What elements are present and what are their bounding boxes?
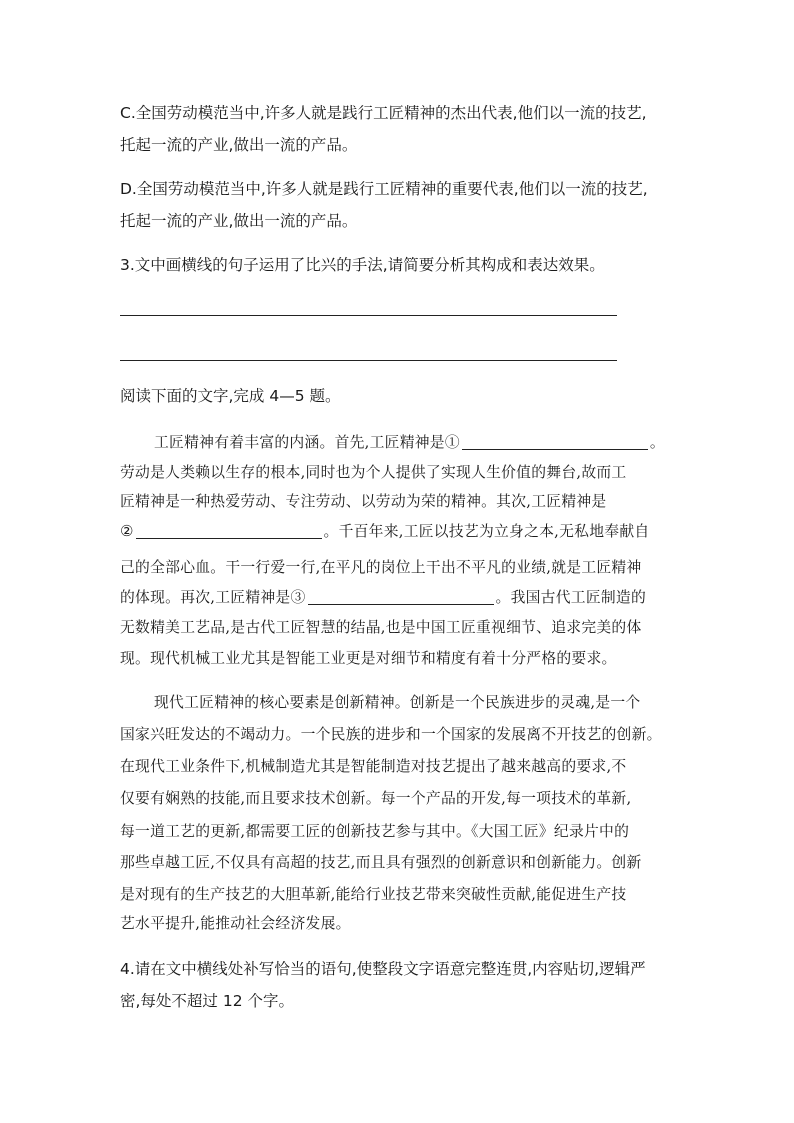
answer-line-2[interactable] xyxy=(120,360,617,361)
option-d-line-2: 托起一流的产业,做出一流的产品。 xyxy=(120,212,358,230)
passage-text: 。我国古代工匠制造的 xyxy=(495,589,647,606)
passage-p2-line-7: 是对现有的生产技艺的大胆革新,能给行业技艺带来突破性贡献,能促进生产技 xyxy=(120,886,627,903)
passage-p1-line-3: 匠精神是一种热爱劳动、专注劳动、以劳动为荣的精神。其次,工匠精神是 xyxy=(120,493,607,510)
passage-text: 工匠精神有着丰富的内涵。首先,工匠精神是① xyxy=(154,434,460,451)
fill-blank-2[interactable] xyxy=(136,522,322,539)
passage-p1-line-6 xyxy=(120,587,680,609)
question-3-text: 3.文中画横线的句子运用了比兴的手法,请简要分析其构成和表达效果。 xyxy=(120,256,605,274)
passage-p2-line-2: 国家兴旺发达的不竭动力。一个民族的进步和一个国家的发展离不开技艺的创新。 xyxy=(120,726,662,743)
question-4-line-1: 4.请在文中横线处补写恰当的语句,使整段文字语意完整连贯,内容贴切,逻辑严 xyxy=(120,960,646,978)
passage-p2-line-6: 那些卓越工匠,不仅具有高超的技艺,而且具有强烈的创新意识和创新能力。创新 xyxy=(120,854,642,871)
passage-text: 。千百年来,工匠以技艺为立身之本,无私地奉献自 xyxy=(323,523,650,540)
fill-blank-3[interactable] xyxy=(308,588,494,605)
passage-p2-line-5: 每一道工艺的更新,都需要工匠的创新技艺参与其中。《大国工匠》纪录片中的 xyxy=(120,823,630,840)
passage-p1-line-1 xyxy=(154,432,714,454)
passage-p2-line-3: 在现代工业条件下,机械制造尤其是智能制造对技艺提出了越来越高的要求,不 xyxy=(120,758,627,775)
option-d-line-1: D.全国劳动模范当中,许多人就是践行工匠精神的重要代表,他们以一流的技艺, xyxy=(120,180,648,198)
reading-instruction: 阅读下面的文字,完成 4—5 题。 xyxy=(120,387,341,405)
passage-text: 。 xyxy=(649,434,665,451)
passage-text: 的体现。再次,工匠精神是③ xyxy=(120,589,306,606)
passage-p2-line-8: 艺水平提升,能推动社会经济发展。 xyxy=(120,915,351,932)
passage-p1-line-8: 现。现代机械工业尤其是智能工业更是对细节和精度有着十分严格的要求。 xyxy=(120,650,617,667)
fill-blank-1[interactable] xyxy=(462,433,648,450)
passage-p1-line-2: 劳动是人类赖以生存的根本,同时也为个人提供了实现人生价值的舞台,故而工 xyxy=(120,464,627,481)
question-4-line-2: 密,每处不超过 12 个字。 xyxy=(120,992,295,1010)
passage-p2-line-1: 现代工匠精神的核心要素是创新精神。创新是一个民族进步的灵魂,是一个 xyxy=(154,694,641,711)
answer-line-1[interactable] xyxy=(120,315,617,316)
passage-p1-line-5: 己的全部心血。干一行爱一行,在平凡的岗位上干出不平凡的业绩,就是工匠精神 xyxy=(120,559,642,576)
passage-p2-line-4: 仅要有娴熟的技能,而且要求技术创新。每一个产品的开发,每一项技术的革新, xyxy=(120,790,632,807)
option-c-line-1: C.全国劳动模范当中,许多人就是践行工匠精神的杰出代表,他们以一流的技艺, xyxy=(120,104,647,122)
passage-p1-line-7: 无数精美工艺品,是古代工匠智慧的结晶,也是中国工匠重视细节、追求完美的体 xyxy=(120,619,642,636)
option-c-line-2: 托起一流的产业,做出一流的产品。 xyxy=(120,136,358,154)
passage-p1-line-4 xyxy=(120,521,680,543)
passage-text: ② xyxy=(120,523,134,540)
